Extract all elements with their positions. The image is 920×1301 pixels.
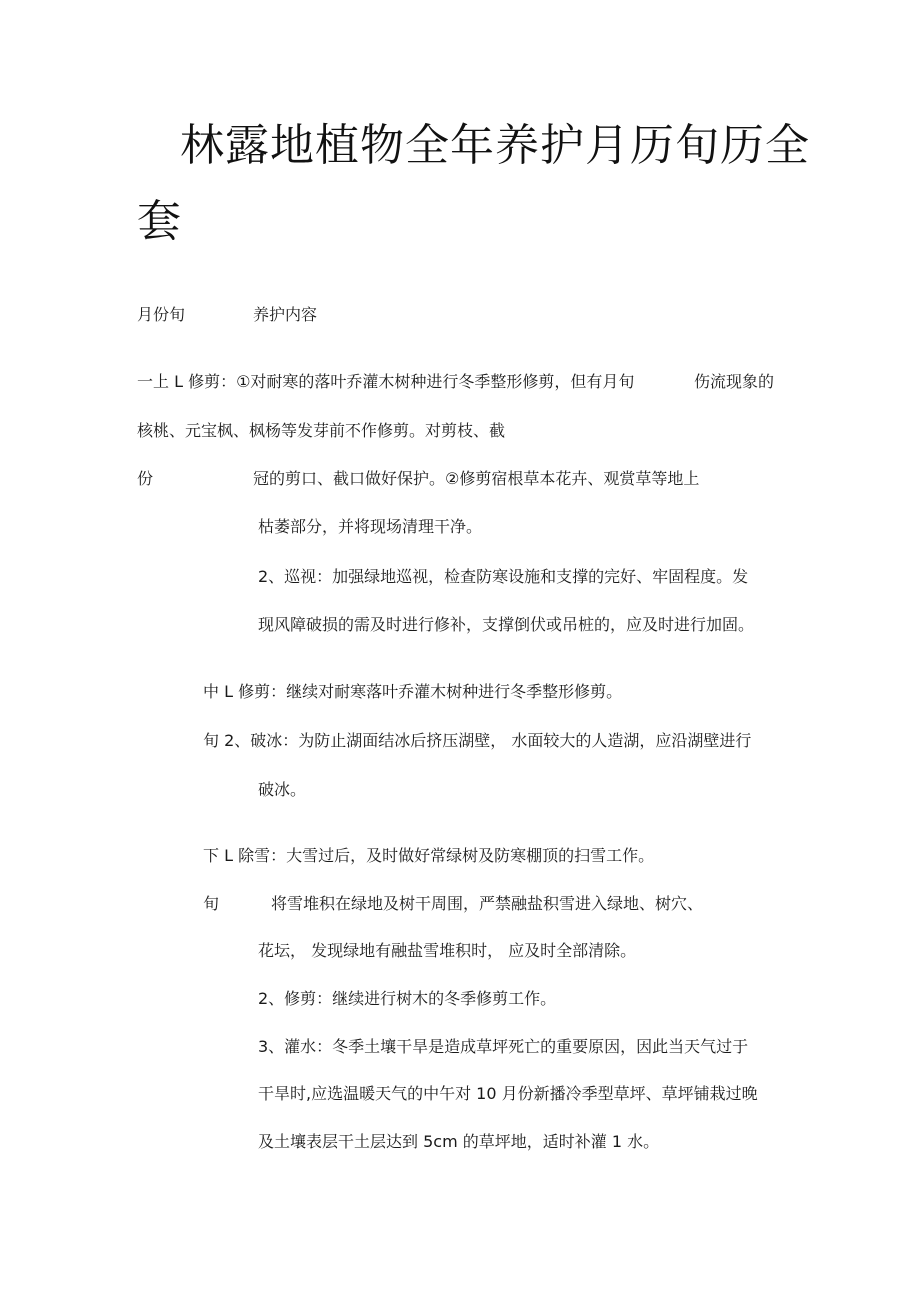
table-header-content: 养护内容: [253, 305, 318, 324]
text-line: 下 L 除雪：大雪过后，及时做好常绿树及防寒棚顶的扫雪工作。: [203, 846, 655, 865]
text-line: 伤流现象的: [694, 372, 775, 391]
text-line: 干旱时,应选温暖天气的中午对 10 月份新播冷季型草坪、草坪铺栽过晚: [258, 1084, 758, 1103]
text-line: 旬 2、破冰：为防止湖面结冰后挤压湖壁， 水面较大的人造湖，应沿湖壁进行: [203, 731, 752, 750]
document-title-line-2: 套: [137, 196, 182, 247]
text-line: 3、灌水：冬季土壤干旱是造成草坪死亡的重要原因，因此当天气过于: [258, 1037, 749, 1056]
text-line: 核桃、元宝枫、枫杨等发芽前不作修剪。对剪枝、截: [137, 421, 506, 440]
text-line: 花坛， 发现绿地有融盐雪堆积时， 应及时全部清除。: [258, 941, 637, 960]
text-line: 份: [137, 469, 154, 488]
text-line: 旬: [203, 894, 220, 913]
text-line: 2、修剪：继续进行树木的冬季修剪工作。: [258, 989, 557, 1008]
text-line: 破冰。: [258, 780, 307, 799]
table-header-month: 月份旬: [137, 305, 186, 324]
text-line: 将雪堆积在绿地及树干周围，严禁融盐积雪进入绿地、树穴、: [271, 894, 704, 913]
text-line: 现风障破损的需及时进行修补，支撑倒伏或吊桩的，应及时进行加固。: [258, 615, 755, 634]
text-line: 一上 L 修剪：①对耐寒的落叶乔灌木树种进行冬季整形修剪，但有月旬: [137, 372, 635, 391]
text-line: 冠的剪口、截口做好保护。②修剪宿根草本花卉、观赏草等地上: [253, 469, 700, 488]
document-title-line-1: 林露地植物全年养护月历旬历全: [180, 120, 810, 171]
text-line: 中 L 修剪：继续对耐寒落叶乔灌木树种进行冬季整形修剪。: [203, 682, 623, 701]
text-line: 枯萎部分，并将现场清理干净。: [258, 517, 483, 536]
text-line: 及土壤表层干土层达到 5cm 的草坪地，适时补灌 1 水。: [258, 1132, 660, 1151]
text-line: 2、巡视：加强绿地巡视，检查防寒设施和支撑的完好、牢固程度。发: [258, 567, 749, 586]
